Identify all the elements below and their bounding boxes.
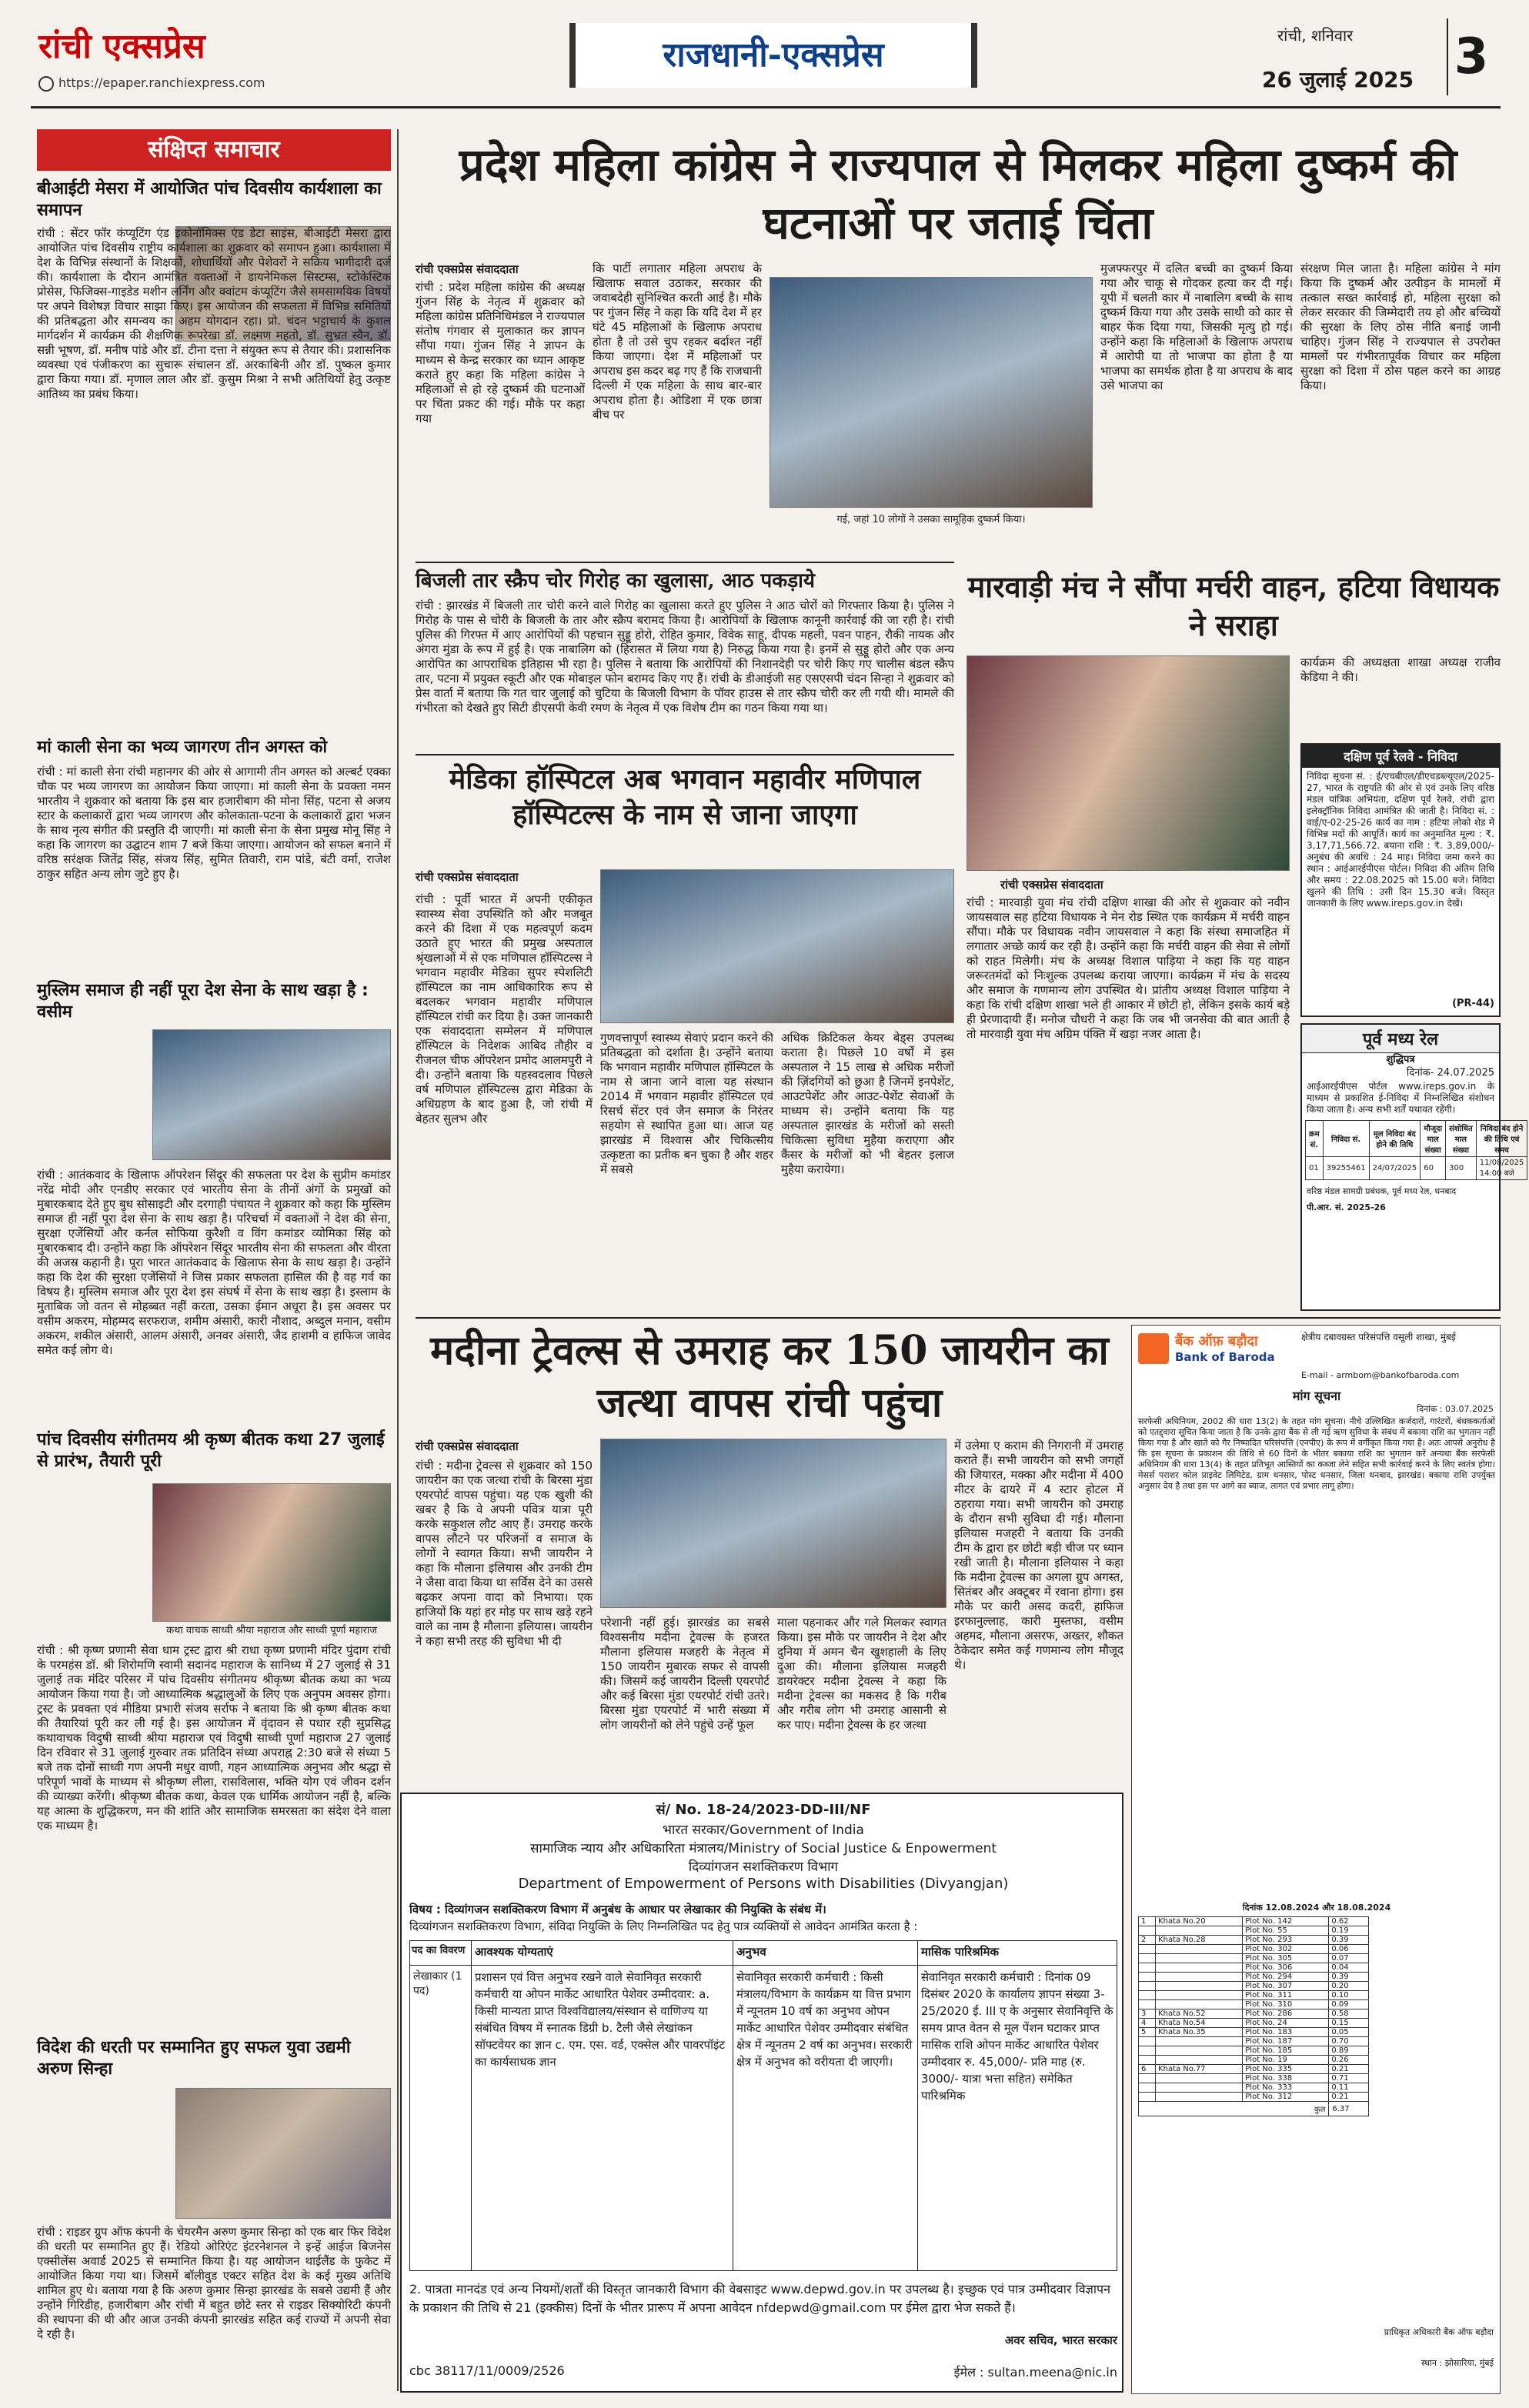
bob-cell: [1156, 2083, 1243, 2093]
bob-cell: [1139, 2037, 1156, 2046]
bob-cell: Plot No. 183: [1243, 2028, 1329, 2037]
bob-cell: Plot No. 187: [1243, 2037, 1329, 2046]
bob-cell: [1156, 2093, 1243, 2102]
govt-experience: सेवानिवृत सरकारी कर्मचारी : किसी मंत्रालय/विभाग के कार्यक्रम या वित्त प्रभाग में न्यूनतम 10 वर्ष का अनुभव ओपन मार्केट आधारित पेशेवर उम्मीदवार संबंधित क्षेत्र में न्यूनतम 2 वर्ष का अनुभव। सरकारी क्षेत्र में अनुभव को वरीयता दी जाएगी।: [733, 1966, 918, 2270]
masthead: [31, 14, 1501, 114]
lead-col-2: कि पार्टी लगातार महिला अपराध के खिलाफ सवाल उठाकर, सरकार की जवाबदेही सुनिश्चित करती आई है। मौके पर गुंजन सिंह ने कहा कि यदि देश में हर घंटे 45 महिलाओं के खिलाफ अपराध होता है तो उसे चुप रहकर बर्दाश्त नहीं किया जाएगा। देश में महिलाओं पर अपराध इस कदर बढ़ गए हैं कि राजधानी दिल्ली में एक महिला के साथ बार-बार अपराध होता है। ओडिशा में एक छात्रा बीच पर: [593, 262, 762, 422]
bob-cell: Khata No.35: [1156, 2028, 1243, 2037]
medina-col-2: परेशानी नहीं हुई। झारखंड का सबसे विश्वसनीय मदीना ट्रेवल्स के हजरत मौलाना इलियास मजहरी के नेतृत्व में 150 जायरीन मुबारक सफर से वापसी की। जिसमें कई जायरीन दिल्ली एयरपोर्ट और कई बिरसा मुंडा एयरपोर्ट रांची उतरे। बिरसा मुंडा एयरपोर्ट में भारी संख्या में लोग जायरीनों को लेने पहुंचे उन्हें फूल: [600, 1616, 770, 1732]
brief-2-title: मां काली सेना का भव्य जागरण तीन अगस्त को: [37, 738, 328, 757]
bob-cell: [1156, 1973, 1243, 1982]
url-row: [38, 75, 265, 92]
table-row: [1139, 2065, 1369, 2074]
govt-subject: विषय : दिव्यांगजन सशक्तिकरण विभाग में अनुबंध के आधार पर लेखाकार की नियुक्ति के संबंध में।: [409, 1903, 826, 1916]
medica-byline: रांची एक्सप्रेस संवाददाता: [416, 870, 519, 884]
govt-post: लेखाकार (1 पद): [410, 1966, 472, 2270]
ecr-col-5: निविदा बंद होने की तिथि एवं समय: [1476, 1121, 1527, 1157]
brief-5-body: रांची : राइडर ग्रुप ऑफ कंपनी के चेयरमैन अरुण कुमार सिन्हा को एक बार फिर विदेश की धरती पर सम्मानित हुए हैं। रेडियो ओरिएंट इंटरनेशनल ने इन्हें आईज बिजनेस एक्सीलेंस अवार्ड 2025 से सम्मानित किया है। यह आयोजन थाईलैंड के फुकेट में आयोजित किया गया था। जिसमें बॉलीवुड एक्टर सहित देश के कई मुख्य अतिथि शामिल हुए थे। बताया गया है कि अरुण कुमार सिन्हा झारखंड के सबसे उद्यमी हैं और उन्होंने गिरिडीह, हजारीबाग और रांची में बहुत छोटे स्तर से राइडर सिक्योरिटी कंपनी की स्थापना की थी और आज उनकी कंपनी झारखंड सहित कई राज्यों में अपनी सेवा दे रही है।: [37, 2225, 391, 2386]
ecr-box: [1300, 1023, 1524, 1311]
bob-cell: 0.15: [1329, 2019, 1369, 2028]
table-row: [1139, 2056, 1369, 2065]
bob-cell: [1139, 2083, 1156, 2093]
medina-rule: [416, 1317, 1501, 1319]
govt-sign: अवर सचिव, भारत सरकार: [1004, 2333, 1117, 2347]
tender-code: (PR-44): [1452, 998, 1494, 1009]
bob-cell: Khata No.20: [1156, 1917, 1243, 1926]
bob-cell: [1139, 1973, 1156, 1982]
place-day: रांची, शनिवार: [1277, 26, 1354, 45]
ecr-col-3: मौजूदा माल संख्या: [1421, 1121, 1446, 1157]
table-row: [1139, 1982, 1369, 1991]
brief-banner: संक्षिप्त समाचार: [37, 129, 391, 171]
medina-col-4: में उलेमा ए कराम की निगरानी में उमराह कराते हैं। सभी जायरीन को सभी जगहों की जियारत, मक्का और मदीना में 400 मीटर के दायरे में 4 स्टार होटल में ठहराया गया। सभी जायरीन को उमराह के दौरान सभी सुविधा दी गई। मौलाना इलियास मजहरी ने बताया कि उनकी टीम के द्वारा हर छोटी बड़ी चीज पर ध्यान रखी जाती है। मौलाना इलियास ने कहा कि मदीना ट्रेवल्स का अगला ग्रुप अगस्त, सितंबर और अक्टूबर में रवाना होगा। इस मौके पर कारी असद कदरी, हाफिज इरफानुल्लाह, कारी मुस्तफा, वसीम अहमद, मौलाना असरफ, अख्तर, शौकत ठेकेदार समेत कई गणमान्य लोग मौजूद थे।: [954, 1439, 1123, 1672]
bob-cell: Plot No. 55: [1243, 1926, 1329, 1936]
bob-cell: 0.70: [1329, 2037, 1369, 2046]
marwari-photo: [966, 655, 1290, 871]
bob-cell: 0.26: [1329, 2056, 1369, 2065]
bob-branch: क्षेत्रीय दबावग्रस्त परिसंपत्ति वसूली शाखा, मुंबई: [1301, 1332, 1456, 1342]
table-row: [1139, 2037, 1369, 2046]
brief-4-photo: [152, 1483, 391, 1622]
bob-cell: 1: [1139, 1917, 1156, 1926]
govt-gov: भारत सरकार/Government of India: [663, 1823, 864, 1838]
bob-name-en: Bank of Baroda: [1175, 1350, 1275, 1364]
bob-total-row: [1139, 2102, 1369, 2116]
bob-cell: [1139, 1991, 1156, 2000]
bob-cell: 0.11: [1329, 2083, 1369, 2093]
bob-cell: [1156, 1954, 1243, 1963]
medina-photo: [600, 1439, 946, 1608]
bob-logo-icon: [1138, 1333, 1169, 1364]
govt-email: ईमेल : sultan.meena@nic.in: [953, 2365, 1117, 2380]
bob-cell: [1139, 1982, 1156, 1991]
paper-name: रांची एक्सप्रेस: [38, 27, 205, 66]
ecr-date: दिनांक- 24.07.2025: [1406, 1067, 1494, 1079]
bob-cell: 3: [1139, 2009, 1156, 2019]
medica-photo: [600, 869, 954, 1023]
bob-cell: [1156, 2000, 1243, 2009]
bob-cell: [1156, 1926, 1243, 1936]
bob-cell: 0.05: [1329, 2028, 1369, 2037]
bob-signature: प्राधिकृत अधिकारी बैंक ऑफ बड़ौदा: [1384, 2327, 1494, 2337]
bob-cell: Plot No. 311: [1243, 1991, 1329, 2000]
bob-cell: Plot No. 312: [1243, 2093, 1329, 2102]
brief-5-title: विदेश की धरती पर सम्मानित हुए सफल युवा उद्यमी अरुण सिन्हा: [37, 2037, 391, 2080]
bob-cell: Plot No. 335: [1243, 2065, 1329, 2074]
medica-col-1: रांची : पूर्वी भारत में अपनी एकीकृत स्वास्थ्य सेवा उपस्थिति को और मजबूत करने की दिशा में एक महत्वपूर्ण कदम उठाते हुए भारत की प्रमुख अस्पताल श्रृंखलाओं में से एक मणिपाल हॉस्पिटल्स ने भगवान महावीर मेडिका सुपर स्पेशलिटी हॉस्पिटल का नाम आधिकारिक रूप से बदलकर भगवान महावीर मणिपाल हॉस्पिटल रांची कर दिया है। उक्त जानकारी एक संवाददाता सम्मेलन में मणिपाल हॉस्पिटल के निदेशक आबिद तौहीर व रीजनल चीफ ऑपरेशन प्रमोद आलमपुरी ने दी। उन्होंने बताया कि यहस्वदलाव पिछले वर्ष मणिपाल हॉस्पिटल्स द्वारा मेडिका के अधिग्रहण के बाद हुआ है, जो रांची में बेहतर सुलभ और: [416, 892, 593, 1126]
bob-cell: [1156, 1945, 1243, 1954]
bob-cell: 0.04: [1329, 1963, 1369, 1973]
table-row: [1139, 1917, 1369, 1926]
brief-4-title: पांच दिवसीय संगीतमय श्री कृष्ण बीतक कथा 27 जुलाई से प्रारंभ, तैयारी पूरी: [37, 1429, 391, 1472]
masthead-rule: [31, 106, 1501, 108]
ecr-title: पूर्व मध्य रेल: [1302, 1025, 1499, 1053]
bob-cell: 0.10: [1329, 1991, 1369, 2000]
bob-cell: Plot No. 306: [1243, 1963, 1329, 1973]
bob-cell: Plot No. 24: [1243, 2019, 1329, 2028]
ecr-cell: 01: [1306, 1157, 1324, 1180]
lead-headline: प्रदेश महिला कांग्रेस ने राज्यपाल से मिलकर महिला दुष्कर्म की घटनाओं पर जताई चिंता: [459, 138, 1457, 249]
lead-col-1: रांची : प्रदेश महिला कांग्रेस की अध्यक्ष गुंजन सिंह के नेतृत्व में शुक्रवार को महिला कांग्रेस प्रतिनिधिमंडल ने राज्यपाल संतोष गंगवार से मुलाकात कर ज्ञापन सौंपा गया। गुंजन सिंह ने ज्ञापन के माध्यम से केन्द्र सरकार का ध्यान आकृष्ट कराते हुए कहा कि महिला कांग्रेस ने महिलाओं से हो रहे दुष्कर्म की घटनाओं पर चिंता प्रकट की गई। मौके पर कहा गया: [416, 280, 585, 425]
bob-cell: 0.20: [1329, 1982, 1369, 1991]
table-row: [1139, 2074, 1369, 2083]
table-row: [1139, 2083, 1369, 2093]
bob-cell: [1156, 2056, 1243, 2065]
brief-4-photo-caption: कथा वाचक साध्वी श्रीया महाराज और साध्वी पूर्णा महाराज: [166, 1625, 377, 1636]
bob-cell: [1156, 2037, 1243, 2046]
brief-3-title: मुस्लिम समाज ही नहीं पूरा देश सेना के साथ खड़ा है : वसीम: [37, 981, 369, 1022]
lead-photo-caption: गई, जहां 10 लोगों ने उसका सामूहिक दुष्कर्म किया।: [836, 514, 1026, 525]
bob-cell: [1156, 1963, 1243, 1973]
govt-salary: सेवानिवृत सरकारी कर्मचारी : दिनांक 09 दिसंबर 2020 के कार्यालय ज्ञापन संख्या 3-25/2020 ई. III ए के अनुसार सेवानिवृत्ति के समय प्राप्त वेतन से मूल पेंशन घटाकर प्राप्त मासिक राशि ओपन मार्केट आधारित पेशेवर उम्मीदवार रु. 45,000/- प्रति माह (रु. 3000/- यात्रा भत्ता सहित) समेकित पारिश्रमिक: [921, 1970, 1113, 2103]
bob-cell: [1139, 2093, 1156, 2102]
bob-table-title: दिनांक 12.08.2024 और 18.08.2024: [1242, 1903, 1391, 1913]
ecr-col-0: क्रम सं.: [1306, 1121, 1324, 1157]
bob-cell: 0.07: [1329, 1954, 1369, 1963]
table-row: [1306, 1157, 1527, 1180]
table-row: [1139, 1963, 1369, 1973]
ecr-cell: 300: [1446, 1157, 1477, 1180]
wire-rule: [416, 754, 954, 755]
brief-3-body: रांची : आतंकवाद के खिलाफ ऑपरेशन सिंदूर की सफलता पर देश के सुप्रीम कमांडर नरेंद्र मोदी और एनडीए सरकार एवं भारतीय सेना के तीनों अंगों के प्रमुखों को मुबारकबाद देते हुए बुध सोसाइटी और दरगाही पंचायत ने शुक्रवार को कहा कि मुस्लिम समाज ही नहीं पूरा देश सेना के साथ खड़ा है। परिचर्चा में वक्ताओं ने देश की सेना, सुरक्षा एजेंसियों और कर्नल सोफिया कुरैशी व विंग कमांडर व्योमिका सिंह को मुबारकबाद दी। उन्होंने कहा कि ऑपरेशन सिंदूर भारतीय सेना की सफलता और वीरता की अजस्र कहानी है। पूरा भारत आतंकवाद के खिलाफ सेना के साथ खड़ा है। उन्होंने कहा कि देश की सुरक्षा एजेंसियों ने जिस प्रकार सफलता हासिल की है वह गर्व का विषय है। मुस्लिम समाज और पूरा देश इस संघर्ष में सेना के साथ खड़ा है। इस्लाम के मुताबिक जो वतन से मोहब्बत नहीं करता, उसका ईमान अधूरा है। इस अवसर पर वसीम अकरम, मोहम्मद सरफराज, शमीम अंसारी, कारी नौशाद, अब्दुल मनान, वसीम अकरम, शकील अंसारी, आलम अंसारी, अनवर अंसारी, जैद हाशमी व हाफिज जावेद समेत कई लोग थे।: [37, 1168, 391, 1357]
bob-date: दिनांक : 03.07.2025: [1417, 1404, 1494, 1414]
page-number: 3: [1447, 18, 1494, 95]
govt-table: [409, 1940, 1117, 2271]
lead-col-4: संरक्षण मिल जाता है। महिला कांग्रेस ने मांग किया कि दुष्कर्म और उत्पीड़न के मामलों में तत्काल सख्त कार्रवाई हो, महिला सुरक्षा को लेकर सरकार की जिम्मेदारी तय हो और बच्चियों की सुरक्षा के लिए ठोस नीति बनाई जानी चाहिए। गुंजन सिंह ने राज्यपाल से उपरोक्त मामलों पर गंभीरतापूर्वक विचार कर महिला सुरक्षा को दिशा में ठोस पहल करने का आग्रह किया।: [1300, 262, 1501, 392]
bob-cell: [1139, 1945, 1156, 1954]
bob-cell: 6: [1139, 2065, 1156, 2074]
table-row: [1139, 2000, 1369, 2009]
table-row: [1139, 1954, 1369, 1963]
bob-cell: [1139, 1963, 1156, 1973]
table-row: [1139, 2028, 1369, 2037]
govt-th-1: आवश्यक योग्यताएं: [472, 1941, 733, 1966]
bob-cell: 2: [1139, 1936, 1156, 1945]
section-title: राजधानी-एक्सप्रेस: [663, 35, 884, 75]
bob-cell: Plot No. 307: [1243, 1982, 1329, 1991]
medica-col-2: गुणवत्तापूर्ण स्वास्थ्य सेवाएं प्रदान करने की प्रतिबद्धता को दर्शाता है। उन्होंने बताया कि भगवान महावीर मणिपाल हॉस्पिटल के नाम से जाना जाने वाला यह संस्थान 2014 में भगवान महावीर हॉस्पिटल एवं रिसर्च सेंटर एवं जैन समाज के निरंतर सहयोग से स्थापित हुआ था। आज यह झारखंड में विश्वास और चिकित्सीय उत्कृष्टता का प्रतीक बन चुका है और शहर में सबसे: [600, 1031, 773, 1176]
bob-cell: 0.39: [1329, 1973, 1369, 1982]
table-row: [1139, 1936, 1369, 1945]
govt-th-0: पद का विवरण: [410, 1941, 472, 1966]
lead-col-3: मुजफ्फरपुर में दलित बच्ची का दुष्कर्म किया गया और चाकू से गोदकर हत्या कर दी गई। यूपी में चलती कार में नाबालिग बच्ची के साथ दुष्कर्म किया गया और उसके साथी को कार से बाहर फेंक दिया गया, जिसकी मृत्यु हो गई। उन्होंने कहा कि महिलाओं के खिलाफ अपराध में आरोपी या तो भाजपा का होता है या भाजपा का समर्थक होता है या अपराध के बाद उसे भाजपा का: [1100, 262, 1293, 392]
bob-cell: 0.21: [1329, 2093, 1369, 2102]
bob-cell: Khata No.52: [1156, 2009, 1243, 2019]
issue-date: 26 जुलाई 2025: [1262, 67, 1414, 92]
ecr-col-1: निविदा सं.: [1323, 1121, 1369, 1157]
bob-cell: Khata No.54: [1156, 2019, 1243, 2028]
bob-email: E-mail - armbom@bankofbaroda.com: [1301, 1370, 1460, 1380]
bob-notice: [1131, 1325, 1501, 2394]
wire-theft-body: रांची : झारखंड में बिजली तार चोरी करने वाले गिरोह का खुलासा करते हुए पुलिस ने आठ चोरों को गिरफ्तार किया है। पुलिस ने गिरोह के पास से चोरी के बिजली के तार और स्क्रैप बरामद किया है। आरोपियों के खिलाफ कानूनी कार्रवाई की जा रही है। रांची पुलिस की गिरफ्त में आए आरोपियों की पहचान सुड्डू होरो, रोहित कुमार, विवेक साहू, दीपक महली, पवन पाहन, रौकी नायक और अंगरा मुंडा के रूप में हुई है। एक नाबालिग को (हिरासत में लिया गया है) निरुद्ध किया गया है। इनमें से सुड्डू होरो और एक अन्य आरोपित का आपराधिक इतिहास भी रहा है। पुलिस ने बताया कि आरोपियों की निशानदेही पर चोरी किए गए चालीस बंडल स्क्रैप तार, पटना में प्रयुक्त स्कूटी और एक मोबाइल फोन बरामद किए गए हैं। रांची के डीआईजी सह एसएसपी चंदन सिन्हा ने शुक्रवार को प्रेस वार्ता में बताया कि गत चार जुलाई को चुटिया के बिजली विभाग के पॉवर हाउस से तार स्क्रैप चोरी कर ली गयी थी। मामले की गंभीरता को देखते हुए सिटी डीएसपी केवी रमण के नेतृत्व में एक विशेष टीम का गठन किया गया था।: [416, 599, 954, 715]
brief-column: [37, 129, 399, 2391]
bob-body: सरफेसी अधिनियम, 2002 की धारा 13(2) के तहत मांग सूचना। नीचे उल्लिखित कर्जदारों, गारंटरों, बंधककर्ताओं को एतद्द्वारा सूचित किया जाता है कि उनके द्वारा बैंक से ली गई ऋण सुविधा के संबंध में बकाया राशि का भुगतान नहीं किया गया है और खाते को गैर निष्पादित परिसंपत्ति (एनपीए) के रूप में वर्गीकृत किया गया है। अतः आपसे अनुरोध है कि इस सूचना के प्रकाशन की तिथि से 60 दिनों के भीतर बकाया राशि का भुगतान करें अन्यथा बैंक सरफेसी अधिनियम की धारा 13(4) के तहत प्रतिभूत आस्तियों का कब्जा लेने सहित सभी कार्रवाई करने के लिए स्वतंत्र होगा। मेसर्स पराशर कोल प्राइवेट लिमिटेड, ग्राम धनसार, पोस्ट धनसार, जिला धनबाद, झारखंड। बकाया राशि उपर्युक्त अनुसार देय है तथा इस पर आगे का ब्याज, लागत एवं प्रभार लागू होगा।: [1138, 1416, 1495, 1491]
ecr-table: [1305, 1120, 1527, 1180]
marwari-byline: रांची एक्सप्रेस संवाददाता: [1000, 878, 1103, 892]
bob-cell: Plot No. 19: [1243, 2056, 1329, 2065]
table-row: [1139, 2046, 1369, 2056]
bob-cell: [1139, 2000, 1156, 2009]
lead-photo: [770, 277, 1093, 508]
bob-cell: 0.58: [1329, 2009, 1369, 2019]
bob-cell: Plot No. 305: [1243, 1954, 1329, 1963]
bob-cell: Plot No. 338: [1243, 2074, 1329, 2083]
bob-cell: Plot No. 333: [1243, 2083, 1329, 2093]
bob-cell: 0.06: [1329, 1945, 1369, 1954]
medina-headline: मदीना ट्रेवल्स से उमराह कर 150 जायरीन का जत्था वापस रांची पहुंचा: [430, 1327, 1109, 1426]
medina-byline: रांची एक्सप्रेस संवाददाता: [416, 1439, 519, 1453]
bob-cell: [1156, 2046, 1243, 2056]
table-row: [1139, 2009, 1369, 2019]
govt-th-2: अनुभव: [733, 1941, 918, 1966]
ecr-col-4: संशोधित माल संख्या: [1446, 1121, 1477, 1157]
table-row: [1139, 2093, 1369, 2102]
govt-ad: [400, 1793, 1123, 2393]
wire-theft-headline: बिजली तार स्क्रैप चोर गिरोह का खुलासा, आठ पकड़ाये: [416, 569, 815, 592]
bob-cell: 5: [1139, 2028, 1156, 2037]
medina-col-1: रांची : मदीना ट्रेवल्स से शुक्रवार को 150 जायरीन का एक जत्था रांची के बिरसा मुंडा एयरपोर्ट वापस पहुंचा। यह एक खुशी की खबर है कि वे अपनी पवित्र यात्रा पूरी करके सकुशल लौट आए हैं। उमराह करके वापस लौटने पर परिजनों व समाज के लोगों ने स्वागत किया। सभी जायरीन ने कहा कि मौलाना इलियास और उनकी टीम ने जैसा वादा किया था सर्विस देने का उससे बढ़कर अपना वादा को निभाया। एक हाजियों कि यहां हर मोड़ पर साथ खड़े रहने वाले का नाम है मौलाना इलियास। जायरीन ने कहा सभी तरह की सुविधा भी दी: [416, 1459, 593, 1648]
bob-cell: 0.09: [1329, 2000, 1369, 2009]
table-row: [1139, 2019, 1369, 2028]
tender-title: दक्षिण पूर्व रेलवे - निविदा: [1302, 745, 1499, 768]
bob-total-value: 6.37: [1329, 2102, 1369, 2116]
govt-code: cbc 38117/11/0009/2526: [409, 2363, 565, 2378]
ecr-note: वरिष्ठ मंडल सामग्री प्रबंधक, पूर्व मध्य रेल, धनबाद: [1307, 1186, 1457, 1196]
govt-footer: 2. पात्रता मानदंड एवं अन्य नियमों/शर्तों की विस्तृत जानकारी विभाग की वेबसाइट www.depwd.gov.in पर उपलब्ध है। इच्छुक एवं पात्र उम्मीदवार विज्ञापन के प्रकाशन की तिथि से 21 (इक्कीस) दिनों के भीतर प्रारूप में अपना आवेदन nfdepwd@gmail.com पर ईमेल द्वारा भेज सकते हैं।: [409, 2282, 1110, 2315]
bob-cell: Khata No.77: [1156, 2065, 1243, 2074]
bob-cell: 0.19: [1329, 1926, 1369, 1936]
ecr-cell: 24/07/2025: [1369, 1157, 1421, 1180]
bob-cell: Plot No. 142: [1243, 1917, 1329, 1926]
bob-cell: [1156, 1991, 1243, 2000]
govt-intro: दिव्यांगजन सशक्तिकरण विभाग, संविदा नियुक्ति के लिए निम्नलिखित पद हेतु पात्र व्यक्तियों से आवेदन आमंत्रित करता है :: [409, 1919, 918, 1933]
medica-headline: मेडिका हॉस्पिटल अब भगवान महावीर मणिपाल हॉस्पिटल्स के नाम से जाना जाएगा: [449, 763, 921, 831]
globe-icon: [38, 76, 54, 92]
section-banner: [569, 23, 977, 88]
bob-cell: Plot No. 310: [1243, 2000, 1329, 2009]
bob-name: बैंक ऑफ़ बड़ौदा: [1175, 1333, 1258, 1349]
table-row: [1139, 1991, 1369, 2000]
bob-cell: 0.39: [1329, 1936, 1369, 1945]
bob-cell: 0.89: [1329, 2046, 1369, 2056]
bob-cell: Plot No. 293: [1243, 1936, 1329, 1945]
bob-cell: Plot No. 286: [1243, 2009, 1329, 2019]
medina-col-3: माला पहनाकर और गले मिलकर स्वागत किया। इस मौके पर जायरीन ने देश और दुनिया में अमन चैन खुशहाली के लिए दुआ की। मौलाना इलियास मजहरी डायरेक्टर मदीना ट्रेवल्स ने कहा कि मदीना ट्रेवल्स का मकसद है कि गरीब और गरीब लोग भी उमराह आसानी से कर पाए। मदीना ट्रेवल्स के हर जत्था: [777, 1616, 946, 1732]
url-link[interactable]: https://epaper.ranchiexpress.com: [58, 75, 265, 90]
ecr-code: पी.आर. सं. 2025-26: [1307, 1202, 1386, 1212]
bob-place: स्थान : झोसारिया, मुंबई: [1421, 2358, 1494, 2368]
table-row: [1139, 1926, 1369, 1936]
brief-4-body: रांची : श्री कृष्ण प्रणामी सेवा धाम ट्रस्ट द्वारा श्री राधा कृष्ण प्रणामी मंदिर पुंदाग रांची के परमहंस डॉ. श्री शिरोमणि स्वामी सदानंद महाराज के सानिध्य में 27 जुलाई से 31 जुलाई तक मंदिर परिसर में पांच दिवसीय संगीतमय श्रीकृष्ण बीतक कथा का भव्य आयोजन किया गया है। जो आध्यात्मिक श्रद्धालुओं के लिए एक अनुपम अवसर होगा। ट्रस्ट के प्रवक्ता एवं मीडिया प्रभारी संजय सर्राफ ने बताया कि श्री कृष्ण बीतक कथा की तैयारियां पूरी कर ली गई है। इस आयोजन में वृंदावन से पधार रही सुप्रसिद्ध कथावाचक विदुषी साध्वी श्रीया महाराज एवं विदुषी साध्वी पूर्णा महाराज 27 जुलाई दिन रविवार से 31 जुलाई गुरुवार तक प्रतिदिन संध्या अपराह्न 2:30 बजे से संध्या 5 बजे तक दोनों साध्वी गण अपनी मधुर वाणी, गहन आध्यात्मिक अनुभव और श्रद्धा से परिपूर्ण भावों के माध्यम से श्रीकृष्ण लीला, रासविलास, भक्ति योग एवं जीवन दर्शन की व्याख्या करेंगी। श्रीकृष्ण बीतक कथा, केवल एक धार्मिक आयोजन नहीं है, बल्कि यह आत्मा के शुद्धिकरण, मन की शांति और सामाजिक समरसता का संदेश देने वाला एक माध्यम है।: [37, 1643, 391, 2028]
bob-cell: 0.21: [1329, 2065, 1369, 2074]
tender-body: निविदा सूचना सं. : ई/एचबीएल/डीएचडब्ल्यूएल/2025-27, भारत के राष्ट्रपति की ओर से एवं उनके लिए वरिष्ठ मंडल यांत्रिक अभियंता, दक्षिण पूर्व रेलवे, रांची द्वारा इलेक्ट्रॉनिक निविदा आमंत्रित की जाती है। निविदा सं. : वाई/ए-02-25-26 कार्य का नाम : हटिया लोको शेड में विभिन्न मदों की आपूर्ति। कार्य का अनुमानित मूल्य : ₹. 3,17,71,566.72. बयाना राशि : ₹. 3,89,000/- अनुबंध की अवधि : 24 माह। निविदा जमा करने का स्थान : आईआरईपीएस पोर्टल। निविदा की अंतिम तिथि और समय : 22.08.2025 को 15.00 बजे। निविदा खुलने की तिथि : उसी दिन 15.30 बजे। विस्तृत जानकारी के लिए www.ireps.gov.in देखें।: [1307, 771, 1494, 909]
ecr-intro: आईआरईपीएस पोर्टल www.ireps.gov.in के माध्यम से प्रकाशित ई-निविदा में निम्नलिखित संशोधन किया जाता है। अन्य सभी शर्तें यथावत रहेंगी।: [1307, 1081, 1494, 1115]
tender-box: [1300, 743, 1501, 1017]
ecr-subtitle: शुद्धिपत्र: [1386, 1054, 1415, 1066]
medica-col-3: अधिक क्रिटिकल केयर बेड्स उपलब्ध कराता है। पिछले 10 वर्षों में इस अस्पताल ने 15 लाख से अधिक मरीजों की ज़िंदगियों को छुआ है जिनमें इनपेशेंट, आउटपेशेंट और आउट-पेशेंट सेवाओं के माध्यम से। उन्होंने बताया कि यह अस्पताल झारखंड के मरीजों को सस्ती चिकित्सा सुविधा मुहैया कराएगा और कैंसर के मरीजों को भी बेहतर इलाज मुहैया करायेगा।: [781, 1031, 954, 1176]
brief-1-body: रांची : सेंटर फॉर कंप्यूटिंग एंड इकोनॉमिक्स एंड डेटा साइंस, बीआईटी मेसरा द्वारा आयोजित पांच दिवसीय राष्ट्रीय कार्यशाला का शुक्रवार को समापन हुआ। कार्यशाला में देश के विभिन्न संस्थानों के शिक्षकों, शोधार्थियों और पेशेवरों ने सक्रिय भागीदारी दर्ज की। कार्यशाला के दौरान आमंत्रित वक्ताओं ने डायनेमिकल सिस्टम्स, स्टोकेस्टिक प्रोसेस, फिजिक्स-गाइडेड मशीन लर्निंग और क्वांटम कंप्यूटिंग जैसे समसामयिक विषयों पर अपने विशेषज्ञ विचार साझा किए। इस आयोजन की सफलता में विभिन्न समितियों की प्रतिबद्धता और समन्वय का अहम योगदान रहा। प्रो. चंदन भट्टाचार्य के कुशल मार्गदर्शन में कार्यक्रम की शैक्षणिक रूपरेखा डॉ. लक्ष्मण महतो, डॉ. सुभ्रत स्वैन, डॉ. सन्नी भूषण, डॉ. मनीष पांडे और डॉ. टीना दत्ता ने संयुक्त रूप से तैयार की। प्रशासनिक व्यवस्था एवं पंजीकरण का सुचारू संचालन डॉ. अरकाबिनी और डॉ. पुष्कल कुमार द्वारा किया गया। डॉ. मृणाल लाल और डॉ. कुसुम मिश्रा ने सभी अतिथियों हेतु उत्कृष्ट आतिथ्य का प्रबंध किया।: [37, 226, 391, 401]
bob-cell: 0.71: [1329, 2074, 1369, 2083]
bob-cell: [1139, 1926, 1156, 1936]
bob-cell: Khata No.28: [1156, 1936, 1243, 1945]
bob-cell: [1156, 2074, 1243, 2083]
govt-number: सं/ No. 18-24/2023-DD-III/NF: [656, 1802, 871, 1818]
lead-rule: [416, 562, 954, 563]
bob-table: [1138, 1916, 1369, 2116]
ecr-cell: 39255461: [1323, 1157, 1369, 1180]
table-row: [1139, 1945, 1369, 1954]
marwari-body: रांची : मारवाड़ी युवा मंच रांची दक्षिण शाखा की ओर से शुक्रवार को नवीन जायसवाल सह हटिया विधायक ने मेन रोड स्थित एक कार्यक्रम में मर्चरी वाहन सौंपा। मौके पर विधायक नवीन जायसवाल ने कहा कि संस्था समाजहित में लगातार अच्छे कार्य कर रही है। उन्होंने कहा कि मर्चरी वाहन की सेवा से लोगों को राहत मिलेगी। मंच के अध्यक्ष विशाल पाड़िया ने कहा कि यह वाहन जरूरतमंदों को निःशुल्क उपलब्ध कराया जाएगा। कार्यक्रम में मंच के सदस्य और समाज के गणमान्य लोग उपस्थित थे। प्रांतीय अध्यक्ष विशाल पाड़िया ने कहा कि रांची दक्षिण शाखा भले ही आकार में छोटी हो, लेकिन इसके कार्य बड़े ही प्रेरणादायी हैं। मनोज चौधरी ने कहा कि जब भी जनसेवा की बात आती है तो मारवाड़ी युवा मंच अग्रिम पंक्ति में खड़ा नजर आता है।: [966, 895, 1290, 1041]
bob-cell: [1139, 2046, 1156, 2056]
table-row: [1139, 1973, 1369, 1982]
ecr-cell: 60: [1421, 1157, 1446, 1180]
bob-cell: [1139, 1954, 1156, 1963]
brief-1-title: बीआईटी मेसरा में आयोजित पांच दिवसीय कार्यशाला का समापन: [37, 179, 382, 220]
govt-qualification: प्रशासन एवं वित्त अनुभव रखने वाले सेवानिवृत सरकारी कर्मचारी या ओपन मार्केट आधारित पेशेवर उम्मीदवार: a. किसी मान्यता प्राप्त विश्वविद्यालय/संस्थान से वाणिज्य या संबंधित विषय में स्नातक डिग्री b. टैली जैसे लेखांकन सॉफ्टवेयर का ज्ञान c. एम. एस. वर्ड, एक्सेल और पावरपॉइंट का कार्यसाधक ज्ञान: [472, 1966, 733, 2270]
lead-byline: रांची एक्सप्रेस संवाददाता: [416, 262, 519, 276]
bob-cell: [1139, 2056, 1156, 2065]
bob-cell: Plot No. 185: [1243, 2046, 1329, 2056]
govt-ministry: सामाजिक न्याय और अधिकारिता मंत्रालय/Ministry of Social Justice & Enpowerment: [529, 1841, 997, 1856]
govt-dept-en: Department of Empowerment of Persons with Disabilities (Divyangjan): [518, 1876, 1009, 1892]
bob-total-label: कुल: [1139, 2102, 1329, 2116]
brief-5-photo: [175, 2088, 391, 2219]
ecr-cell: 11/08/2025 14:00 बजे: [1476, 1157, 1527, 1180]
govt-th-3: मासिक पारिश्रमिक: [918, 1941, 1117, 1966]
bob-cell: 4: [1139, 2019, 1156, 2028]
brief-2-body: रांची : मां काली सेना रांची महानगर की ओर से आगामी तीन अगस्त को अल्बर्ट एक्का चौक पर भव्य जागरण का आयोजन किया जाएगा। मां काली सेना के प्रवक्ता नमन भारतीय ने शुक्रवार को बताया कि इस बार हजारीबाग की मोना सिंह, पटना से अजय स्टार के कलाकारों द्वारा भव्य जागरण और कोलकाता-पटना के कलाकारों द्वारा भजन के साथ नृत्य संगीत की प्रस्तुति दी जाएगी। मां काली सेना के सेना प्रमुख मोनू सिंह ने कहा कि जागरण का उद्घाटन शाम 7 बजे किया जाएगा। आयोजन को सफल बनाने में वरिष्ठ सरंक्षक जितेंद्र सिंह, संजय सिंह, सुमित तिवारी, राम पांडे, बंटी वर्मा, राजेश ठाकुर सहित अन्य लोग जुटे हुए है।: [37, 765, 391, 881]
brief-3-photo: [152, 1029, 391, 1160]
marwari-side: कार्यक्रम की अध्यक्षता शाखा अध्यक्ष राजीव केडिया ने की।: [1300, 655, 1501, 684]
bob-cell: Plot No. 302: [1243, 1945, 1329, 1954]
bob-cell: [1139, 2074, 1156, 2083]
ecr-col-2: मूल निविदा बंद होने की तिथि: [1369, 1121, 1421, 1157]
marwari-headline: मारवाड़ी मंच ने सौंपा मर्चरी वाहन, हटिया विधायक ने सराहा: [967, 569, 1500, 642]
bob-cell: [1156, 1982, 1243, 1991]
govt-dept-hi: दिव्यांगजन सशक्तिकरण विभाग: [688, 1859, 839, 1875]
bob-cell: Plot No. 294: [1243, 1973, 1329, 1982]
bob-notice-title: मांग सूचना: [1292, 1389, 1341, 1403]
bob-cell: 0.62: [1329, 1917, 1369, 1926]
